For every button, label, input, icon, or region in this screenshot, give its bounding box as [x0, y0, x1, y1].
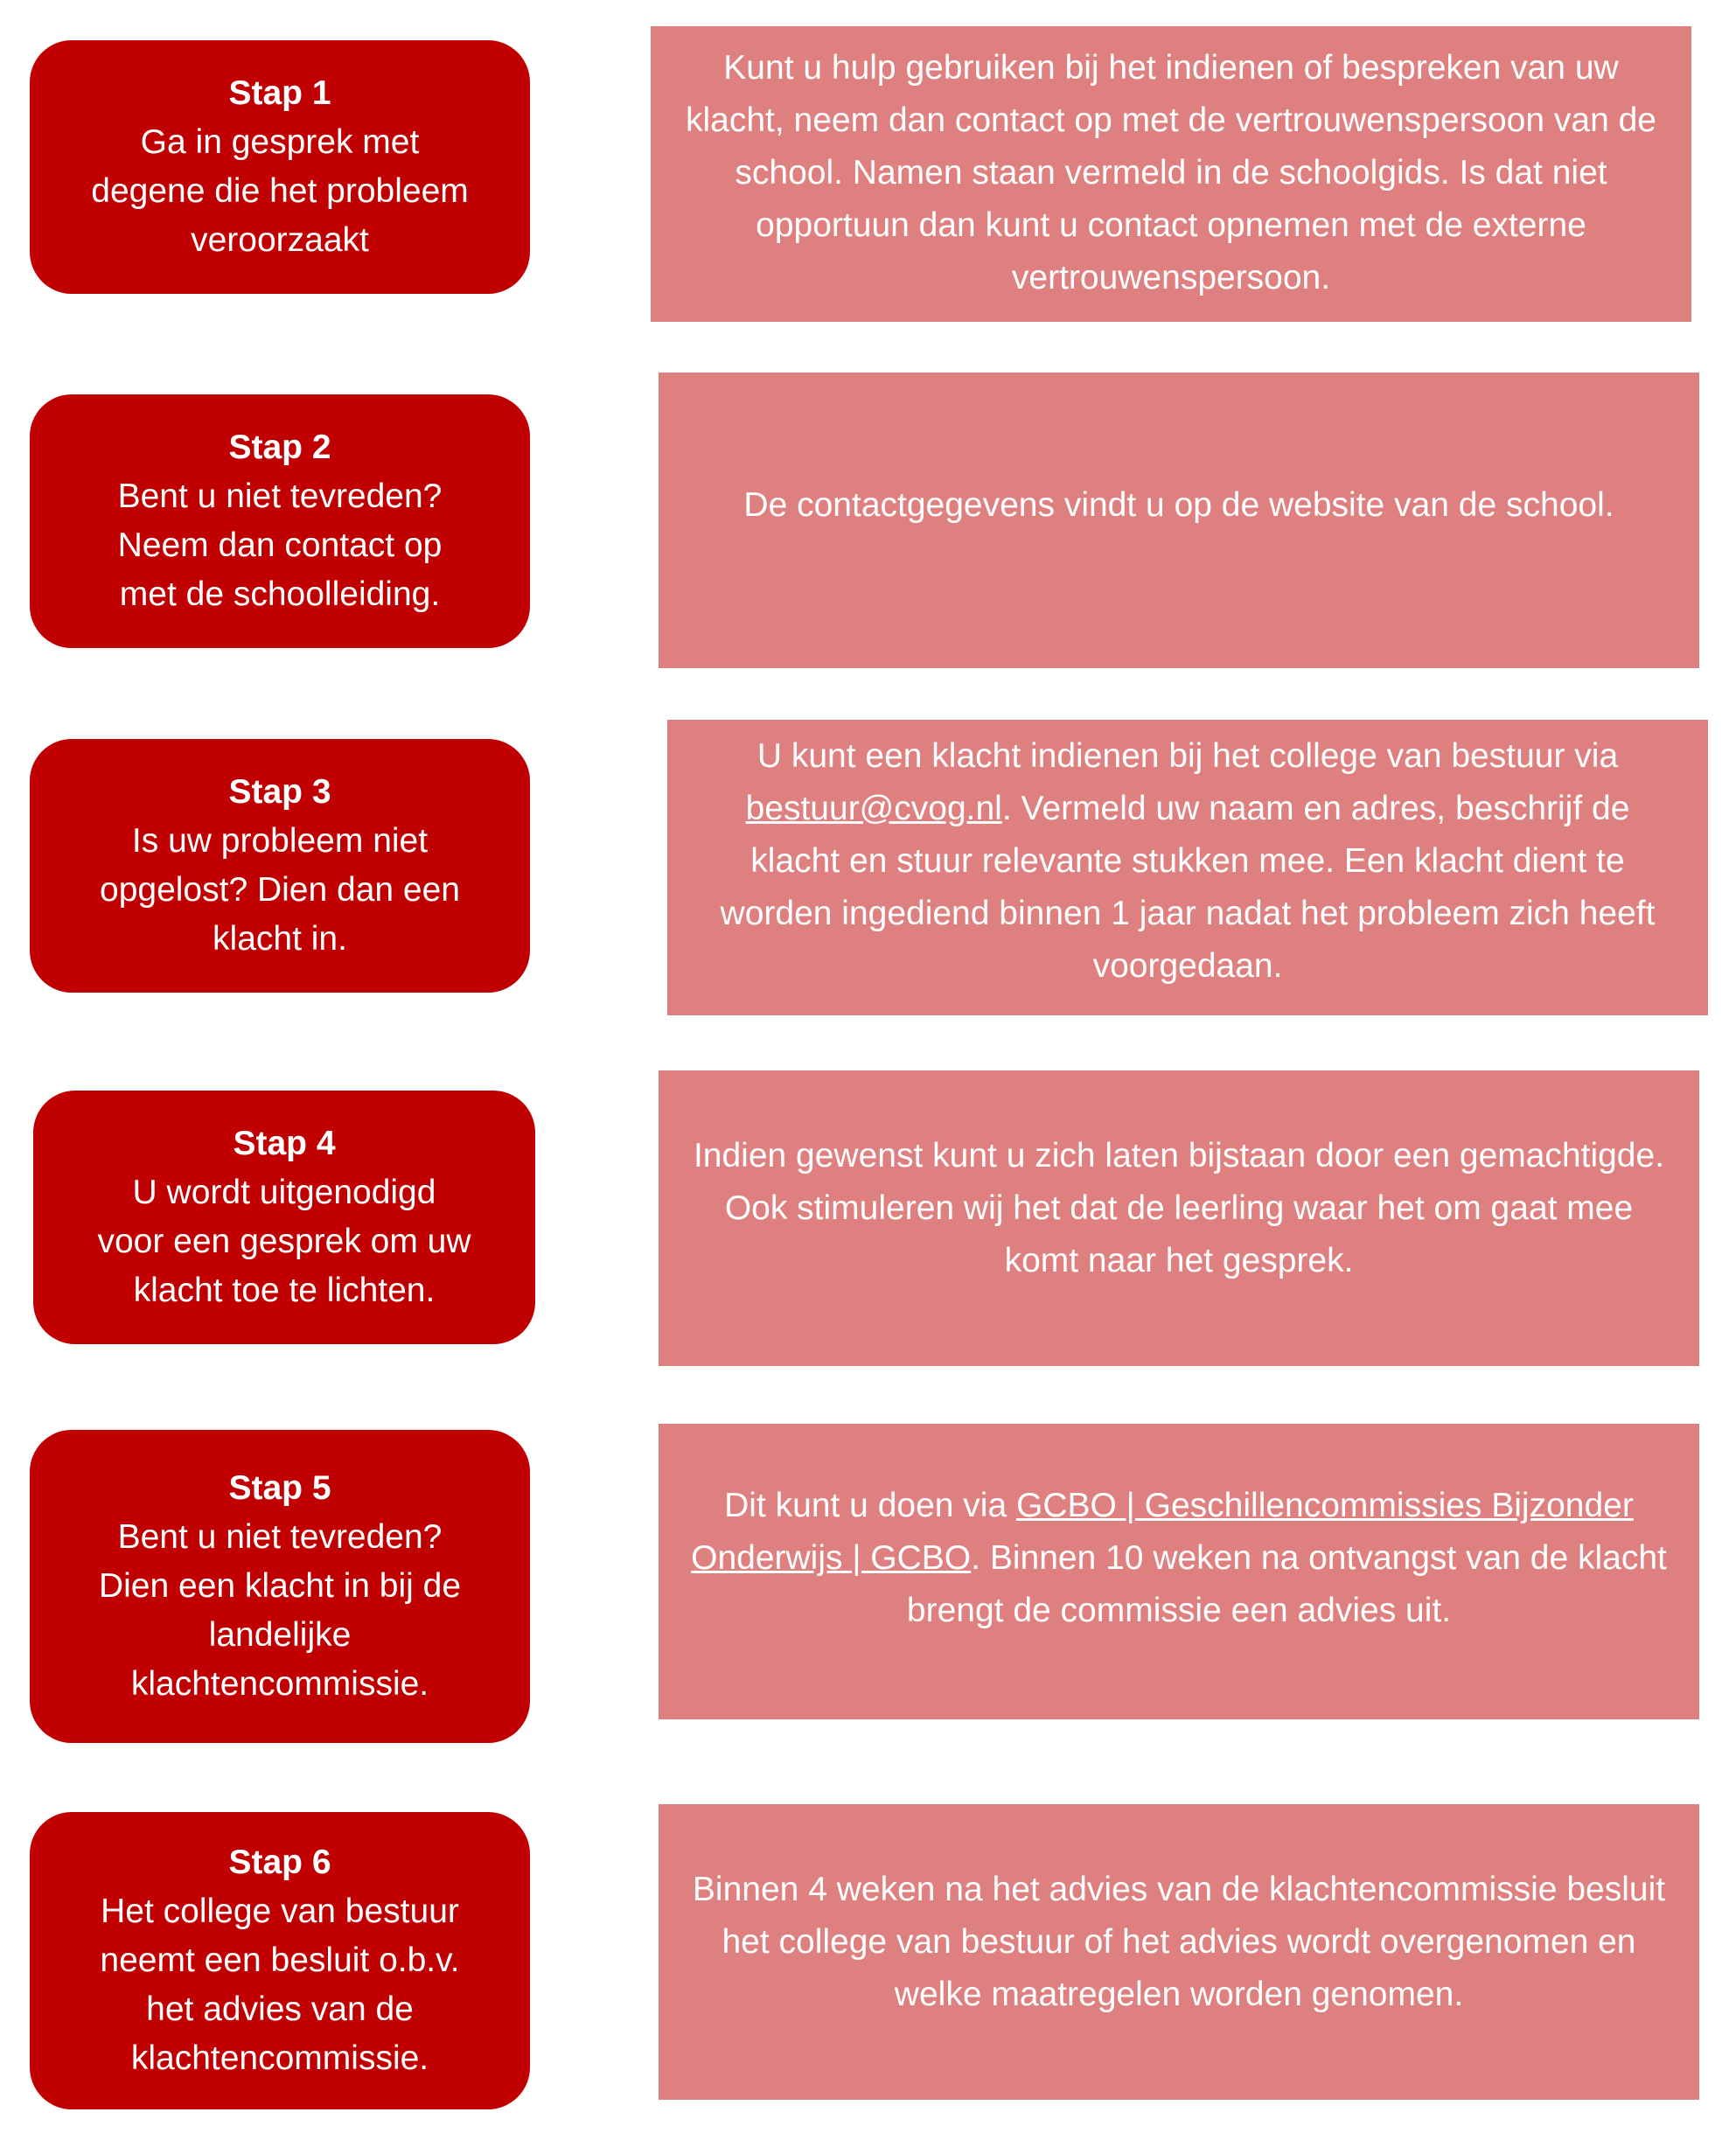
info-text-after-link: . Vermeld uw naam en adres, beschrijf de klacht en stuur relevante stukken mee. Een klacht dient te worden ingediend binnen 1 jaar nadat het probleem zich heeft voorgedaan. — [720, 790, 1656, 985]
email-link[interactable]: bestuur@cvog.nl — [745, 790, 1002, 827]
step-4-info-box — [659, 1070, 1699, 1366]
step-info-text: Kunt u hulp gebruiken bij het indienen of bespreken van uw klacht, neem dan contact op met de vertrouwenspersoon van de school. Namen staan vermeld in de schoolgids. Is dat niet opportuun dan kunt u contact opnemen met de externe vertrouwenspersoon. — [686, 49, 1656, 296]
step-description-line: Bent u niet tevreden? — [117, 477, 443, 515]
step-info-text: Indien gewenst kunt u zich laten bijstaan door een gemachtigde. Ook stimuleren wij het dat de leerling waar het om gaat mee komt naar het gesprek. — [693, 1137, 1665, 1279]
step-description-line: klachtencommissie. — [130, 1665, 429, 1703]
info-text-after-link: . Binnen 10 weken na ontvangst van de klacht brengt de commissie een advies uit. — [906, 1539, 1667, 1629]
step-description-line: Ga in gesprek met — [140, 123, 420, 161]
step-description-line: Dien een klacht in bij de — [98, 1567, 462, 1605]
step-description-line: Het college van bestuur — [101, 1893, 459, 1930]
step-info-text: Binnen 4 weken na het advies van de klachtencommissie besluit het college van bestuur of het advies wordt overgenomen en welke maatregelen worden genomen. — [692, 1871, 1666, 2013]
step-title: Stap 2 — [228, 429, 331, 466]
step-description-line: veroorzaakt — [191, 221, 369, 259]
step-5-box — [30, 1430, 530, 1743]
step-info-text: De contactgegevens vindt u op de website van de school. — [743, 486, 1614, 524]
info-text-before-link: Dit kunt u doen via — [724, 1487, 1016, 1524]
step-description-line: opgelost? Dien dan een — [100, 871, 460, 909]
step-description-line: het advies van de — [146, 1990, 414, 2028]
step-info-text — [690, 1480, 1668, 1637]
step-description-line: klacht in. — [213, 920, 347, 958]
step-1-info-box — [651, 26, 1691, 322]
step-title: Stap 5 — [228, 1469, 331, 1507]
step-description-line: Neem dan contact op — [117, 526, 443, 564]
step-3-info-box — [667, 720, 1708, 1015]
step-title: Stap 4 — [233, 1125, 336, 1162]
step-description-line: voor een gesprek om uw — [97, 1223, 471, 1260]
info-text-before-link: U kunt een klacht indienen bij het college van bestuur via — [756, 737, 1619, 775]
step-1-box — [30, 40, 530, 294]
step-title: Stap 6 — [228, 1844, 331, 1881]
step-6-info-box — [659, 1804, 1699, 2100]
step-description-line: neemt een besluit o.b.v. — [100, 1941, 460, 1979]
step-title: Stap 3 — [228, 773, 331, 811]
step-description-line: met de schoolleiding. — [119, 575, 441, 613]
step-5-info-box — [659, 1424, 1699, 1719]
step-description-line: klachtencommissie. — [130, 2039, 429, 2077]
step-2-box — [30, 394, 530, 648]
step-6-box — [30, 1812, 530, 2109]
gcbo-link[interactable]: GCBO | Geschillencommissies Bijzonder Onderwijs | GCBO — [691, 1487, 1634, 1577]
step-2-info-box — [659, 373, 1699, 668]
step-title: Stap 1 — [228, 74, 331, 112]
step-3-box — [30, 739, 530, 993]
step-description-line: klacht toe te lichten. — [133, 1272, 436, 1309]
step-description-line: landelijke — [208, 1616, 352, 1654]
step-description-line: Is uw probleem niet — [131, 822, 429, 860]
step-description-line: U wordt uitgenodigd — [132, 1174, 436, 1211]
step-4-box — [33, 1091, 535, 1344]
step-description-line: degene die het probleem — [91, 172, 469, 210]
step-info-text — [699, 730, 1677, 993]
step-description-line: Bent u niet tevreden? — [117, 1518, 443, 1556]
